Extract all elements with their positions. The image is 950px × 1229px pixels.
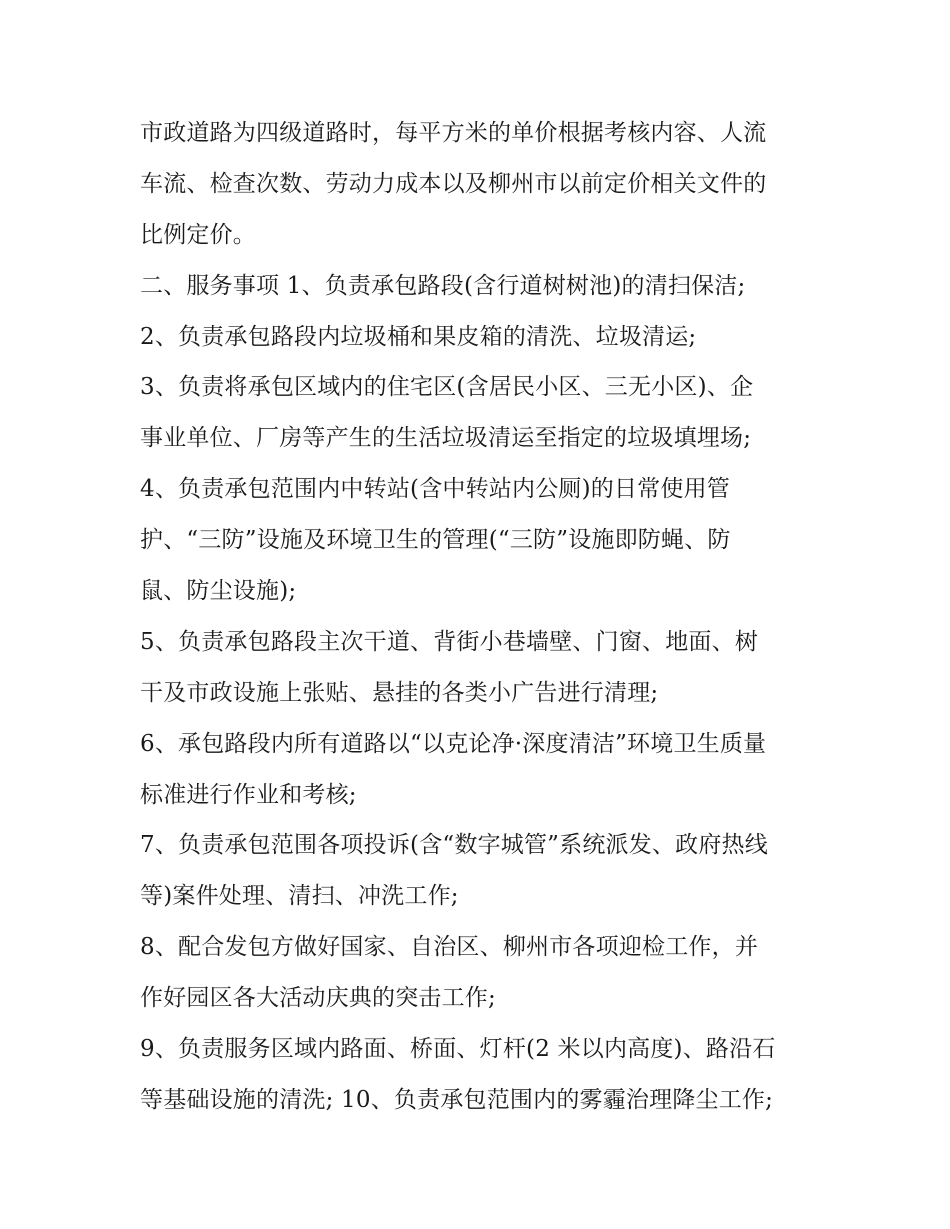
- text-line: 3、负责将承包区域内的住宅区(含居民小区、三无小区)、企: [140, 374, 754, 401]
- text-line: 标准进行作业和考核;: [140, 781, 357, 808]
- text-line: 护、“三防”设施及环境卫生的管理(“三防”设施即防蝇、防: [140, 527, 731, 554]
- text-line: 车流、检查次数、劳动力成本以及柳州市以前定价相关文件的: [140, 170, 767, 197]
- text-line: 6、承包路段内所有道路以“以克论净·深度清洁”环境卫生质量: [140, 730, 767, 757]
- text-line: 干及市政设施上张贴、悬挂的各类小广告进行清理;: [140, 679, 659, 706]
- text-line: 二、服务事项 1、负责承包路段(含行道树树池)的清扫保洁;: [140, 272, 746, 299]
- text-line: 9、负责服务区域内路面、桥面、灯杆(2 米以内高度)、路沿石: [140, 1036, 776, 1063]
- text-line: 7、负责承包范围各项投诉(含“数字城管”系统派发、政府热线: [140, 832, 768, 859]
- text-line: 5、负责承包路段主次干道、背街小巷墙壁、门窗、地面、树: [140, 628, 759, 655]
- text-line: 2、负责承包路段内垃圾桶和果皮箱的清洗、垃圾清运;: [140, 323, 697, 350]
- text-line: 作好园区各大活动庆典的突击工作;: [140, 985, 496, 1012]
- text-line: 市政道路为四级道路时，每平方米的单价根据考核内容、人流: [140, 120, 767, 146]
- document-body: [140, 108, 820, 1126]
- text-line: 等)案件处理、清扫、冲洗工作;: [140, 883, 459, 910]
- text-line: 8、配合发包方做好国家、自治区、柳州市各项迎检工作，并: [140, 934, 759, 961]
- text-line: 事业单位、厂房等产生的生活垃圾清运至指定的垃圾填埋场;: [140, 425, 752, 452]
- text-line: 4、负责承包范围内中转站(含中转站内公厕)的日常使用管: [140, 476, 730, 503]
- text-line: 比例定价。: [140, 221, 256, 248]
- text-line: 等基础设施的清洗; 10、负责承包范围内的雾霾治理降尘工作;: [140, 1086, 774, 1113]
- text-line: 鼠、防尘设施);: [140, 578, 297, 605]
